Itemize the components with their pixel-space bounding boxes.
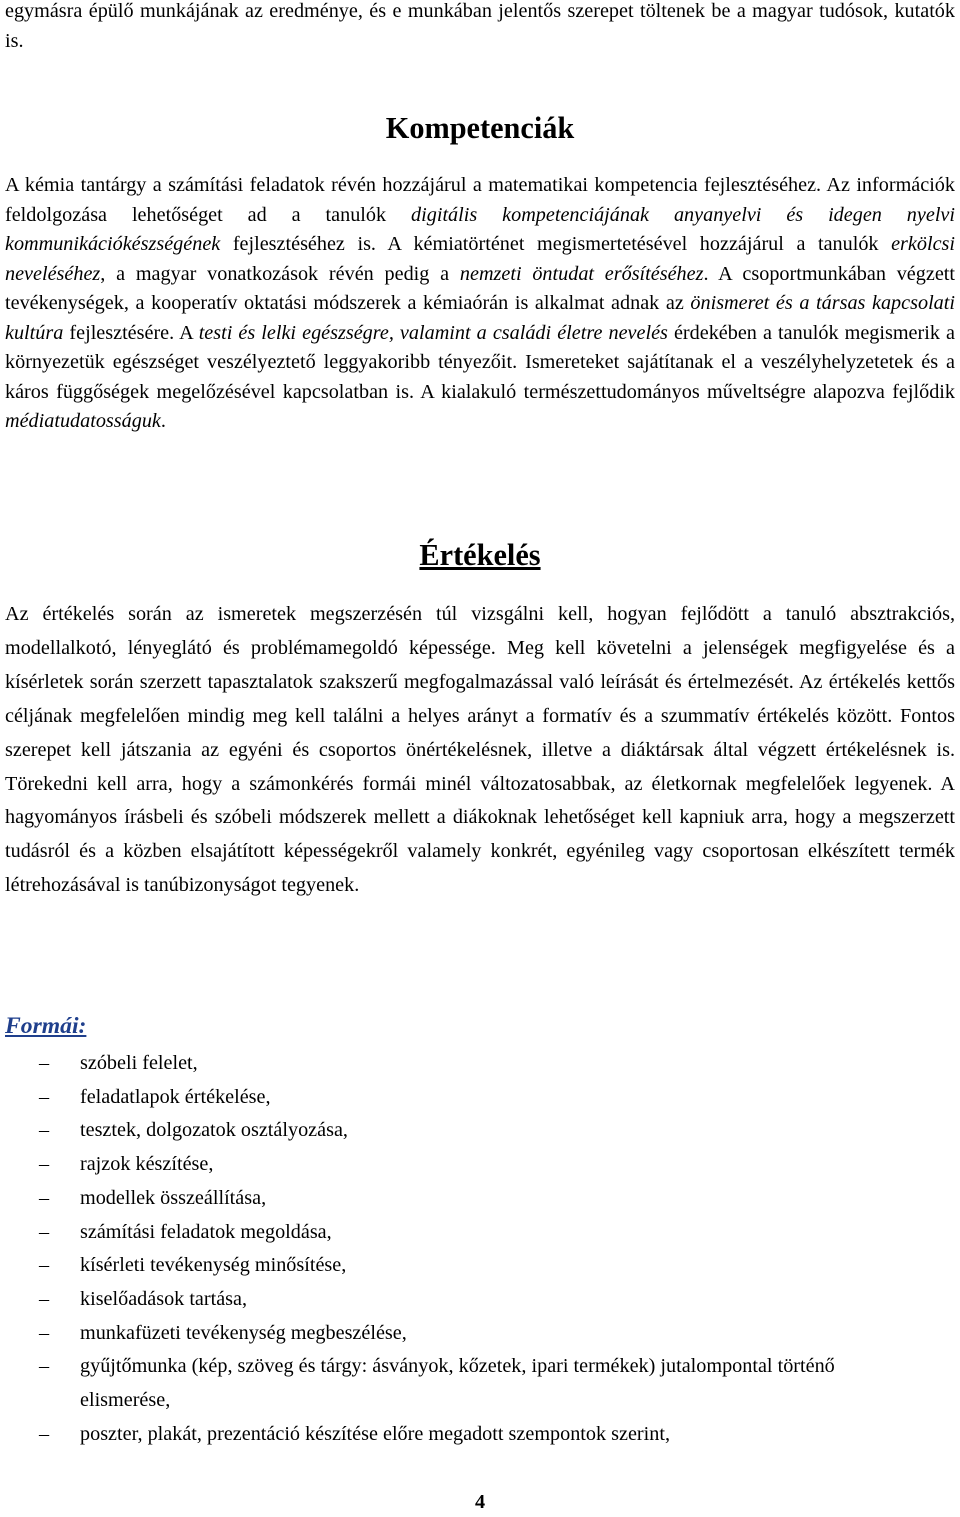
emphasis-run: digitális kompetenciájának anyanyelvi és idegen nyelvi kommunikációkészségének bbox=[5, 203, 955, 255]
emphasis-run: önismeret és a társas kapcsolati kultúra bbox=[5, 292, 955, 344]
dash-bullet: – bbox=[39, 1321, 50, 1344]
intro-paragraph: egymásra épülő munkájának az eredménye, és e munkában jelentős szerepet töltenek be a magyar tudósok, kutatók is. bbox=[5, 0, 955, 52]
list-item-text: számítási feladatok megoldása, bbox=[80, 1220, 332, 1243]
text-run: , a magyar vonatkozások révén pedig a bbox=[100, 262, 460, 285]
dash-bullet: – bbox=[39, 1355, 50, 1378]
dash-bullet: – bbox=[39, 1186, 50, 1209]
kompetenciak-paragraph bbox=[5, 171, 955, 437]
list-item-text: feladatlapok értékelése, bbox=[80, 1085, 271, 1108]
list-item bbox=[0, 1216, 960, 1250]
dash-bullet: – bbox=[39, 1254, 50, 1277]
list-item bbox=[0, 1418, 960, 1452]
list-item bbox=[0, 1249, 960, 1283]
page-number: 4 bbox=[474, 1491, 486, 1513]
emphasis-run: médiatudatosságuk bbox=[5, 410, 161, 432]
kompetenciak-heading: Kompetenciák bbox=[385, 111, 575, 145]
text-run: fejlesztéséhez is. A kémiatörténet megismertetésével hozzájárul a tanulók bbox=[220, 233, 892, 255]
list-item-text: poszter, plakát, prezentáció készítése előre megadott szempontok szerint, bbox=[80, 1422, 671, 1445]
text-run: . A csoportmunkában végzett tevékenységek, a kooperatív oktatási módszerek a kémiaórán is alkalmat adnak az bbox=[5, 262, 955, 314]
text-run: A kémia tantárgy a számítási feladatok révén hozzájárul a matematikai kompetencia fejlesztéséhez. Az információk feldolgozása lehetőséget ad a tanulók bbox=[5, 174, 955, 226]
ertekeles-paragraph: Az értékelés során az ismeretek megszerzésén túl vizsgálni kell, hogyan fejlődött a tanuló absztrakciós, modellalkotó, lényeglátó és problémamegoldó képessége. Meg kell követelni a jelenségek megfigyelése és a kísérletek során szerzett tapasztalatok szakszerű megfogalmazással való leírását és értelmezését. Az értékelés kettős céljának megfelelően mindig meg kell találni a helyes arányt a formatív és a szummatív értékelés között. Fontos szerepet kell játszania az egyéni és csoportos önértékelésnek, illetve a diáktársak által végzett értékelésnek is. Törekedni kell arra, hogy a számonkérés formái minél változatosabbak, az életkornak megfelelőek legyenek. A hagyományos írásbeli és szóbeli módszerek mellett a diákoknak lehetőséget kell kapniuk arra, hogy a megszerzett tudásról és a közben elsajátított képességekről valamely konkrét, egyénileg vagy csoportosan elkészített termék létrehozásával is tanúbizonyságot tegyenek. bbox=[5, 603, 955, 897]
list-item-text: tesztek, dolgozatok osztályozása, bbox=[80, 1119, 348, 1142]
list-item bbox=[0, 1182, 960, 1216]
list-item-text: gyűjtőmunka (kép, szöveg és tárgy: ásványok, kőzetek, ipari termékek) jutalompontal történő elismerése, bbox=[80, 1355, 835, 1412]
dash-bullet: – bbox=[39, 1119, 50, 1142]
ertekeles-heading: Értékelés bbox=[419, 538, 541, 572]
list-item-text: szóbeli felelet, bbox=[80, 1052, 198, 1074]
list-item bbox=[0, 1047, 960, 1081]
list-item-text: kiselőadások tartása, bbox=[80, 1287, 248, 1310]
dash-bullet: – bbox=[39, 1220, 50, 1243]
formai-list bbox=[0, 1047, 960, 1451]
list-item bbox=[0, 1114, 960, 1148]
formai-heading: Formái: bbox=[5, 1013, 87, 1039]
emphasis-run: nemzeti öntudat erősítéséhez bbox=[459, 262, 704, 285]
list-item bbox=[0, 1350, 960, 1417]
list-item-text: modellek összeállítása, bbox=[80, 1186, 267, 1209]
dash-bullet: – bbox=[39, 1052, 50, 1074]
list-item bbox=[0, 1081, 960, 1115]
list-item bbox=[0, 1317, 960, 1351]
text-run: érdekében a tanulók megismerik a környezetük egészséget veszélyeztető leggyakoribb tényezőit. Ismereteket sajátítanak el a veszélyhelyzetetek és a káros függőségek megelőzésével kapcsolatban is. A kialakuló természettudományos műveltségre alapozva fejlődik bbox=[5, 321, 955, 403]
dash-bullet: – bbox=[39, 1422, 50, 1445]
list-item bbox=[0, 1283, 960, 1317]
list-item-text: rajzok készítése, bbox=[80, 1153, 214, 1176]
dash-bullet: – bbox=[39, 1085, 50, 1108]
dash-bullet: – bbox=[39, 1287, 50, 1310]
emphasis-run: erkölcsi neveléséhez bbox=[5, 233, 955, 285]
list-item-text: kísérleti tevékenység minősítése, bbox=[80, 1254, 347, 1277]
list-item bbox=[0, 1148, 960, 1182]
text-run: . bbox=[160, 410, 166, 432]
emphasis-run: testi és lelki egészségre, valamint a családi életre nevelés bbox=[198, 321, 668, 344]
text-run: fejlesztésére. A bbox=[63, 321, 199, 344]
list-item-text: munkafüzeti tevékenység megbeszélése, bbox=[80, 1321, 407, 1344]
dash-bullet: – bbox=[39, 1153, 50, 1176]
